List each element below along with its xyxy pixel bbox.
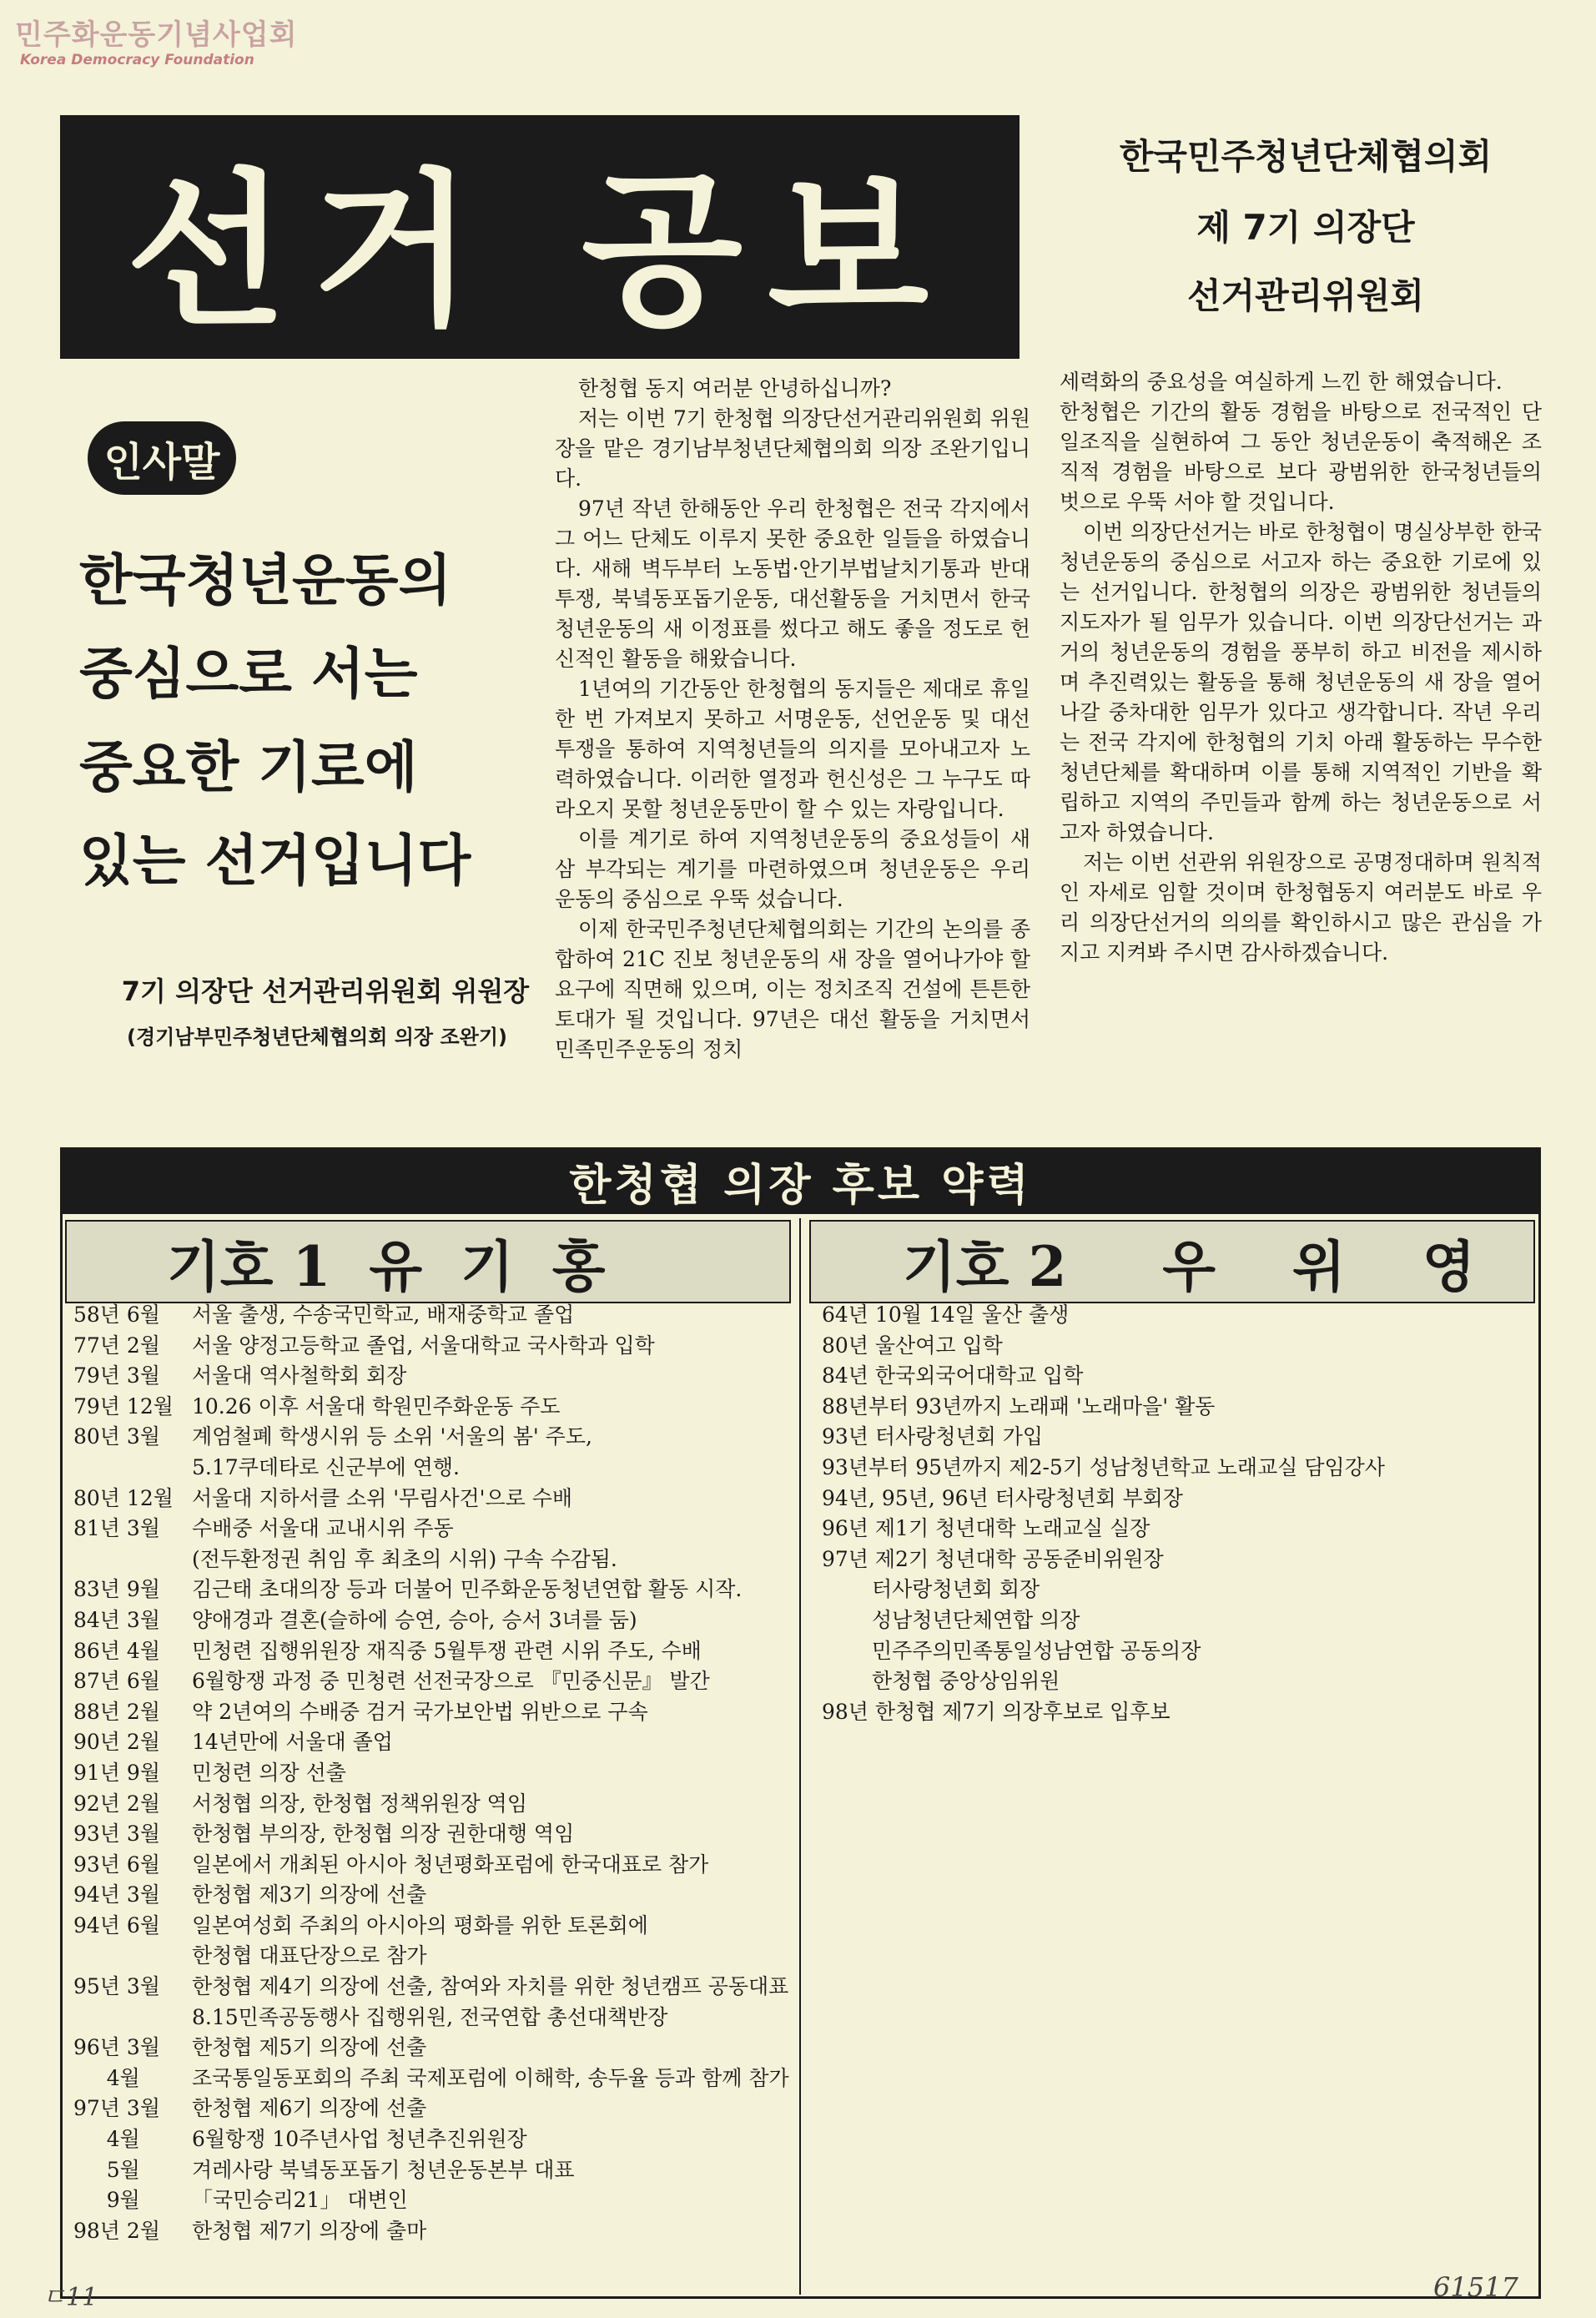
career-event: 14년만에 서울대 졸업	[192, 1730, 393, 1755]
career-entry	[73, 2124, 791, 2155]
career-entry	[822, 1331, 1531, 1362]
career-event: 한청협 제7기 의장에 출마	[192, 2218, 427, 2243]
career-date	[73, 1453, 192, 1484]
career-entry	[73, 1972, 791, 2003]
career-section-header: 한청협 의장 후보 약력	[60, 1147, 1541, 1214]
career-event: 10.26 이후 서울대 학원민주화운동 주도	[192, 1393, 561, 1419]
career-entry	[822, 1422, 1531, 1453]
career-event: 한청협 제4기 의장에 선출, 참여와 자치를 위한 청년캠프 공동대표	[192, 1974, 789, 1999]
career-entry	[822, 1514, 1531, 1544]
career-event: 겨레사랑 북녘동포돕기 청년운동본부 대표	[192, 2157, 575, 2182]
career-date: 80년 3월	[73, 1424, 160, 1449]
career-event: 민청련 의장 선출	[192, 1760, 346, 1785]
career-entry	[822, 1392, 1531, 1423]
career-event: 민청련 집행위원장 재직중 5월투쟁 관련 시위 주도, 수배	[192, 1638, 702, 1663]
career-event: 서울대 지하서클 소위 '무림사건'으로 수배	[192, 1485, 573, 1510]
career-date: 9월	[73, 2188, 140, 2213]
career-entry	[73, 1636, 791, 1667]
career-entry	[73, 1422, 791, 1453]
signature-title: 7기 의장단 선거관리위원회 위원장	[121, 975, 530, 1007]
career-entry	[73, 1758, 791, 1789]
career-event: 97년 제2기 청년대학 공동준비위원장	[822, 1546, 1164, 1571]
career-event: 한청협 제5기 의장에 선출	[192, 2035, 427, 2060]
career-entry	[822, 1484, 1531, 1514]
career-entry	[73, 1789, 791, 1820]
career-event: 약 2년여의 수배중 검거 국가보안법 위반으로 구속	[192, 1699, 648, 1724]
letter-column-right	[1060, 367, 1542, 968]
career-event: 88년부터 93년까지 노래패 '노래마을' 활동	[822, 1393, 1216, 1419]
candidate-1-career-list	[73, 1300, 791, 2246]
career-entry	[73, 2155, 791, 2186]
career-date: 81년 3월	[73, 1516, 160, 1541]
career-entry	[822, 1544, 1531, 1575]
career-event: 계엄철폐 학생시위 등 소위 '서울의 봄' 주도,	[192, 1424, 592, 1449]
career-event: 98년 한청협 제7기 의장후보로 입후보	[822, 1699, 1171, 1724]
career-date: 58년 6월	[73, 1303, 160, 1327]
foundation-watermark-korean: 민주화운동기념사업회	[15, 18, 298, 52]
career-entry	[73, 2185, 791, 2216]
career-event: 서울 양정고등학교 졸업, 서울대학교 국사학과 입학	[192, 1333, 655, 1358]
career-event: 93년 터사랑청년회 가입	[822, 1424, 1044, 1449]
letter-paragraph: 한청협 동지 여러분 안녕하십니까?	[578, 376, 892, 401]
career-event: 김근태 초대의장 등과 더불어 민주화운동청년연합 활동 시작.	[192, 1577, 743, 1602]
career-date: 93년 3월	[73, 1822, 160, 1847]
career-event: 한청협 부의장, 한청협 의장 권한대행 역임	[192, 1822, 575, 1847]
career-entry	[73, 1911, 791, 1942]
footer-left-mark: ㄷ11	[42, 2283, 98, 2312]
letter-paragraph: 한청협은 기간의 활동 경험을 바탕으로 전국적인 단일조직을 실현하여 그 동안 청년운동이 축적해온 조직적 경험을 바탕으로 보다 광범위한 한국청년들의 벗으로 우뚝 서야 할 것입니다.	[1060, 400, 1542, 514]
career-date: 79년 3월	[73, 1363, 160, 1388]
career-date: 79년 12월	[73, 1393, 174, 1419]
career-date: 97년 3월	[73, 2096, 160, 2121]
career-event: 일본에서 개최된 아시아 청년평화포럼에 한국대표로 참가	[192, 1852, 709, 1877]
career-entry	[822, 1697, 1531, 1728]
career-event: 80년 울산여고 입학	[822, 1333, 1003, 1358]
foundation-watermark-english: Korea Democracy Foundation	[20, 52, 254, 68]
career-event: 서울대 역사철학회 회장	[192, 1363, 407, 1388]
career-event: 8.15민족공동행사 집행위원, 전국연합 총선대책반장	[192, 2004, 668, 2029]
career-entry	[73, 1331, 791, 1362]
career-event: 5.17쿠데타로 신군부에 연행.	[192, 1454, 461, 1479]
career-event: 서청협 의장, 한청협 정책위원장 역임	[192, 1791, 527, 1816]
career-entry	[73, 1514, 791, 1544]
letter-column-middle	[555, 374, 1030, 1065]
career-event: 6월항쟁 10주년사업 청년추진위원장	[192, 2127, 527, 2152]
career-event: 93년부터 95년까지 제2-5기 성남청년학교 노래교실 담임강사	[822, 1454, 1385, 1479]
headline-line: 한국청년운동의	[79, 548, 452, 612]
career-date: 92년 2월	[73, 1791, 160, 1816]
career-entry	[73, 1727, 791, 1758]
career-event: 조국통일동포회의 주최 국제포럼에 이해학, 송두율 등과 함께 참가	[192, 2065, 789, 2090]
page-title: 선거 공보	[125, 154, 954, 349]
career-entry	[73, 2064, 791, 2094]
greeting-headline	[79, 534, 563, 908]
career-event: 성남청년단체연합 의장	[872, 1607, 1080, 1632]
career-date: 77년 2월	[73, 1333, 160, 1358]
career-date: 4월	[73, 2065, 140, 2090]
career-date: 96년 3월	[73, 2035, 160, 2060]
career-event: 84년 한국외국어대학교 입학	[822, 1363, 1084, 1388]
career-entry	[73, 1850, 791, 1881]
career-date: 94년 3월	[73, 1882, 160, 1907]
greeting-badge: 인사말	[88, 421, 236, 495]
organization-committee: 선거관리위원회	[1186, 275, 1424, 316]
career-entry	[73, 2216, 791, 2247]
career-date	[73, 2003, 192, 2033]
career-entry	[822, 1361, 1531, 1392]
letter-paragraph: 저는 이번 선관위 위원장으로 공명정대하며 원칙적인 자세로 임할 것이며 한청협동지 여러분도 바로 우리 의장단선거의 의의를 확인하시고 많은 관심을 가지고 지켜봐 주시면 감사하겠습니다.	[1060, 850, 1542, 965]
career-event: 수배중 서울대 교내시위 주동	[192, 1516, 454, 1541]
career-event: 양애경과 결혼(슬하에 승연, 승아, 승서 3녀를 둠)	[192, 1607, 637, 1632]
career-entry	[73, 1453, 791, 1484]
headline-line: 중요한 기로에	[79, 735, 418, 799]
career-event: 96년 제1기 청년대학 노래교실 실장	[822, 1516, 1150, 1541]
career-event: 94년, 95년, 96년 터사랑청년회 부회장	[822, 1485, 1183, 1510]
career-entry	[73, 1819, 791, 1850]
career-event: 「국민승리21」 대변인	[192, 2188, 408, 2213]
career-entry	[73, 1300, 791, 1331]
career-event: 민주주의민족통일성남연합 공동의장	[872, 1638, 1201, 1663]
career-event: 일본여성회 주최의 아시아의 평화를 위한 토론회에	[192, 1912, 648, 1938]
career-entry	[73, 1666, 791, 1697]
career-entry	[73, 1575, 791, 1605]
letter-paragraph: 97년 작년 한해동안 우리 한청협은 전국 각지에서 그 어느 단체도 이루지 못한 중요한 일들을 하였습니다. 새해 벽두부터 노동법·안기부법날치기통과 반대투쟁, 북녘동포돕기운동, 대선활동을 거치면서 한국청년운동의 새 이정표를 썼다고 해도 좋을 정도로 헌신적인 활동을 해왔습니다.	[555, 496, 1030, 671]
career-entry	[73, 1941, 791, 1972]
career-date: 88년 2월	[73, 1699, 160, 1724]
career-entry	[822, 1575, 1531, 1605]
career-date: 80년 12월	[73, 1485, 174, 1510]
career-date: 93년 6월	[73, 1852, 160, 1877]
organization-term: 제 7기 의장단	[1196, 207, 1415, 248]
career-entry	[73, 1880, 791, 1911]
career-date: 95년 3월	[73, 1974, 160, 1999]
career-date: 87년 6월	[73, 1669, 160, 1694]
career-event: 서울 출생, 수송국민학교, 배재중학교 졸업	[192, 1303, 575, 1327]
candidate-2-career-list	[822, 1300, 1531, 1727]
career-event: 한청협 대표단장으로 참가	[192, 1943, 427, 1968]
career-entry	[73, 1484, 791, 1514]
letter-paragraph: 이제 한국민주청년단체협의회는 기간의 논의를 종합하여 21C 진보 청년운동의 새 장을 열어나가야 할 요구에 직면해 있으며, 이는 정치조직 건설에 튼튼한 토대가 될 것입니다. 97년은 대선 활동을 거치면서 민족민주운동의 정치	[555, 917, 1030, 1061]
career-event: 64년 10월 14일 울산 출생	[822, 1303, 1070, 1327]
career-entry	[822, 1636, 1531, 1667]
career-entry	[73, 1697, 791, 1728]
career-event: (전두환정권 취임 후 최초의 시위) 구속 수감됨.	[192, 1546, 617, 1571]
career-entry	[73, 2094, 791, 2124]
career-date: 83년 9월	[73, 1577, 160, 1602]
career-entry	[822, 1666, 1531, 1697]
career-event: 터사랑청년회 회장	[872, 1577, 1040, 1602]
career-event: 한청협 제6기 의장에 선출	[192, 2096, 427, 2121]
career-date: 84년 3월	[73, 1607, 160, 1632]
letter-paragraph: 1년여의 기간동안 한청협의 동지들은 제대로 휴일 한 번 가져보지 못하고 서명운동, 선언운동 및 대선투쟁을 통하여 지역청년들의 의지를 모아내고자 노력하였습니다. 이러한 열정과 헌신성은 그 누구도 따라오지 못할 청년운동만이 할 수 있는 자랑입니다.	[555, 677, 1030, 821]
footer-right-mark: 61517	[1433, 2271, 1518, 2303]
organization-name: 한국민주청년단체협의회	[1119, 136, 1493, 177]
candidate-2-label: 기호 2 우 위 영	[809, 1220, 1535, 1303]
career-date: 86년 4월	[73, 1638, 160, 1663]
career-date	[73, 1544, 192, 1575]
career-date: 5월	[73, 2157, 140, 2182]
candidate-1-label: 기호 1 유 기 홍	[65, 1220, 791, 1303]
career-date: 91년 9월	[73, 1760, 160, 1785]
career-date: 90년 2월	[73, 1730, 160, 1755]
career-entry	[822, 1300, 1531, 1331]
career-entry	[822, 1453, 1531, 1484]
letter-paragraph: 세력화의 중요성을 여실하게 느낀 한 해였습니다.	[1060, 370, 1503, 394]
signature-name: (경기남부민주청년단체협의회 의장 조완기)	[127, 1025, 507, 1049]
career-entry	[73, 2033, 791, 2064]
letter-paragraph: 이를 계기로 하여 지역청년운동의 중요성들이 새삼 부각되는 계기를 마련하였으며 청년운동은 우리 운동의 중심으로 우뚝 섰습니다.	[555, 827, 1030, 911]
career-entry	[73, 1392, 791, 1423]
career-entry	[73, 1605, 791, 1636]
career-entry	[822, 1605, 1531, 1636]
career-entry	[73, 1544, 791, 1575]
career-event: 한청협 제3기 의장에 선출	[192, 1882, 427, 1907]
headline-line: 있는 선거입니다	[79, 829, 471, 893]
career-event: 한청협 중앙상임위원	[872, 1669, 1060, 1694]
candidate-divider	[799, 1218, 801, 2295]
career-date: 98년 2월	[73, 2218, 160, 2243]
career-entry	[73, 2003, 791, 2033]
headline-line: 중심으로 서는	[79, 642, 418, 706]
letter-paragraph: 저는 이번 7기 한청협 의장단선거관리위원회 위원장을 맡은 경기남부청년단체협의회 의장 조완기입니다.	[555, 406, 1030, 491]
career-date: 4월	[73, 2127, 140, 2152]
career-date: 94년 6월	[73, 1912, 160, 1938]
career-entry	[73, 1361, 791, 1392]
letter-paragraph: 이번 의장단선거는 바로 한청협이 명실상부한 한국청년운동의 중심으로 서고자 하는 중요한 기로에 있는 선거입니다. 한청협의 의장은 광범위한 청년들의 지도자가 될 임무가 있습니다. 이번 의장단선거는 과거의 청년운동의 경험을 풍부히 하고 비전을 제시하며 추진력있는 활동을 통해 청년운동의 새 장을 열어나갈 중차대한 임무가 있다고 생각합니다. 작년 우리는 전국 각지에 한청협의 기치 아래 활동하는 무수한 청년단체를 확대하며 이를 통해 지역적인 기반을 확립하고 지역의 주민들과 함께 하는 청년운동으로 서고자 하였습니다.	[1060, 520, 1542, 844]
career-event: 6월항쟁 과정 중 민청련 선전국장으로 『민중신문』 발간	[192, 1669, 710, 1694]
career-date	[73, 1941, 192, 1972]
